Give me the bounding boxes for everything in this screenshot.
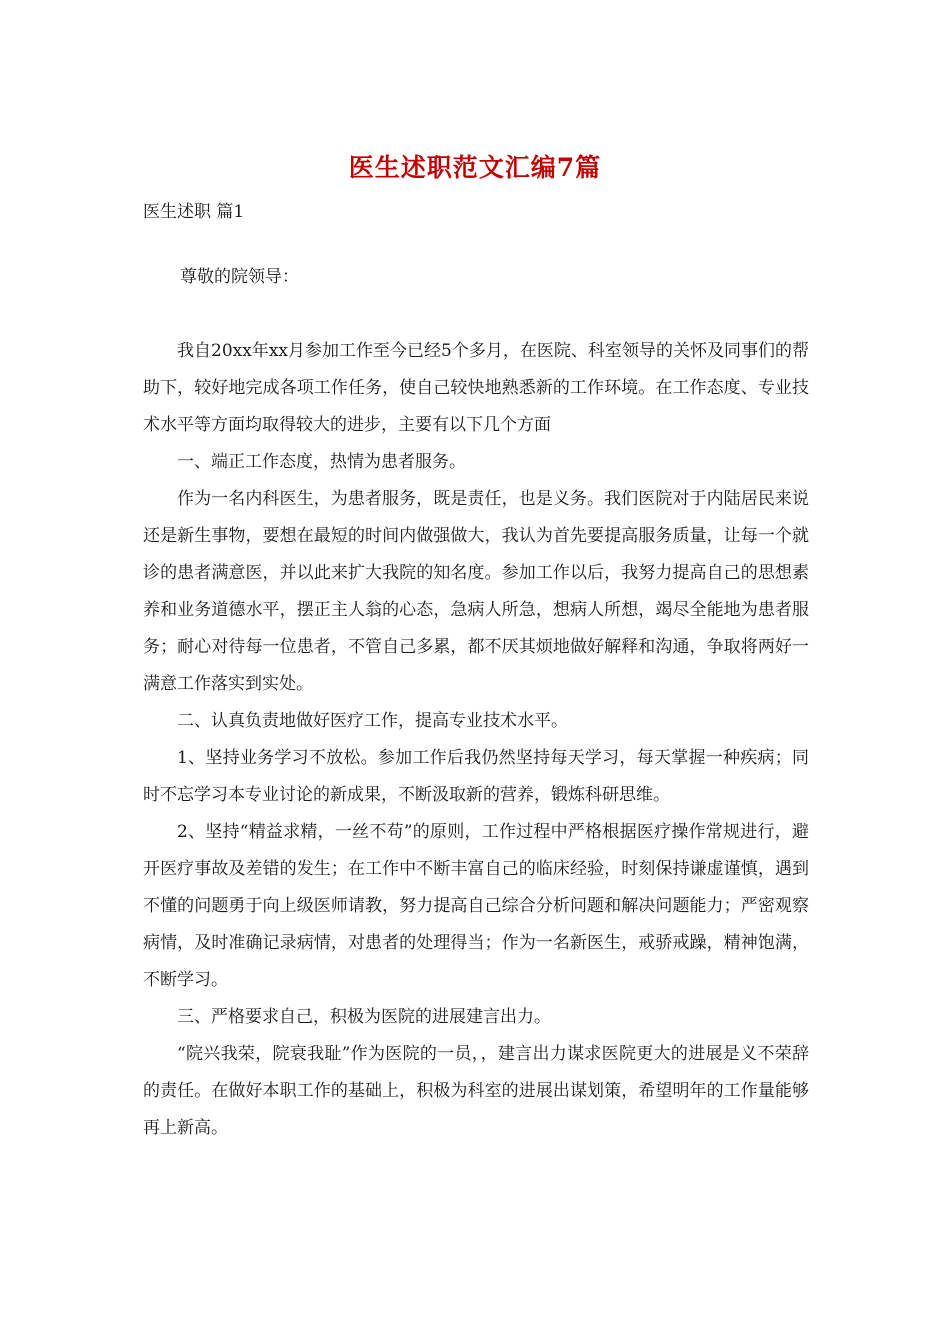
- paragraph-intro: 我自20xx年xx月参加工作至今已经5个多月，在医院、科室领导的关怀及同事们的帮助下，较好地完成各项工作任务，使自己较快地熟悉新的工作环境。在工作态度、专业技术水平等方面均取得较大的进步，主要有以下几个方面: [143, 341, 809, 435]
- paragraph-2-1: 1、坚持业务学习不放松。参加工作后我仍然坚持每天学习，每天掌握一种疾病；同时不忘学习本专业讨论的新成果，不断汲取新的营养，锻炼科研思维。: [143, 748, 809, 805]
- heading-3: 三、严格要求自己，积极为医院的进展建言出力。: [177, 1007, 551, 1027]
- heading-1: 一、端正工作态度，热情为患者服务。: [177, 452, 466, 472]
- body-text: [143, 333, 809, 1147]
- paragraph-2-2: 2、坚持“精益求精，一丝不苟”的原则，工作过程中严格根据医疗操作常规进行，避开医疗事故及差错的发生；在工作中不断丰富自己的临床经验，时刻保持谦虚谨慎，遇到不懂的问题勇于向上级医师请教，努力提高自己综合分析问题和解决问题能力；严密观察病情，及时准确记录病情，对患者的处理得当；作为一名新医生，戒骄戒躁，精神饱满，不断学习。: [143, 822, 809, 990]
- paragraph-3: “院兴我荣，院衰我耻”作为医院的一员，，建言出力谋求医院更大的进展是义不荣辞的责任。在做好本职工作的基础上，积极为科室的进展出谋划策，希望明年的工作量能够再上新高。: [143, 1044, 809, 1138]
- document-title: 医生述职范文汇编7篇: [348, 153, 602, 182]
- salutation: 尊敬的院领导：: [180, 267, 299, 287]
- heading-2: 二、认真负责地做好医疗工作，提高专业技术水平。: [177, 711, 568, 731]
- paragraph-1: 作为一名内科医生，为患者服务，既是责任，也是义务。我们医院对于内陆居民来说还是新生事物，要想在最短的时间内做强做大，我认为首先要提高服务质量，让每一个就诊的患者满意医，并以此来扩大我院的知名度。参加工作以后，我努力提高自己的思想素养和业务道德水平，摆正主人翁的心态，急病人所急，想病人所想，竭尽全能地为患者服务；耐心对待每一位患者，不管自己多累，都不厌其烦地做好解释和沟通，争取将两好一满意工作落实到实处。: [143, 489, 809, 694]
- section-label: 医生述职 篇1: [143, 202, 245, 222]
